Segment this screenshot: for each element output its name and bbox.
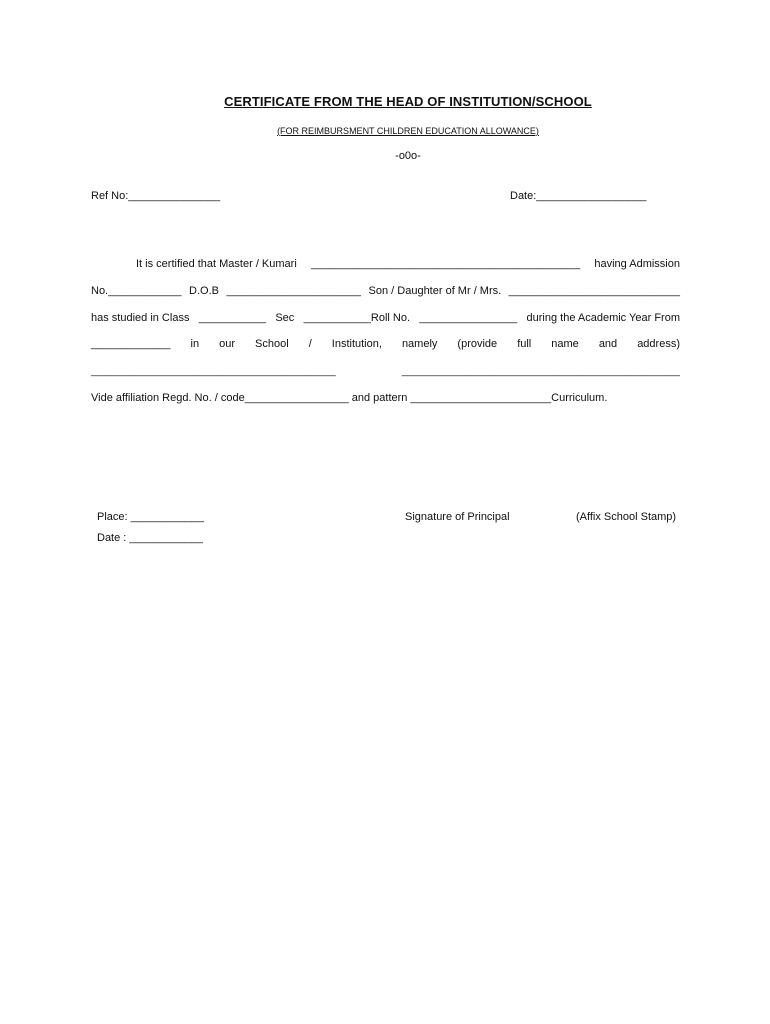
body-line-2 xyxy=(91,284,680,298)
affiliation-line: Vide affiliation Regd. No. / code_________________ and pattern _______________________Curriculum. xyxy=(91,392,608,404)
class-label: has studied in Class xyxy=(91,312,190,324)
roll-no-blank: ________________ xyxy=(419,312,518,324)
footer-date-field: Date : ____________ xyxy=(97,532,203,544)
signature-label: Signature of Principal xyxy=(405,511,510,523)
ref-no-field: Ref No:_______________ xyxy=(91,190,221,202)
document-subtitle: (FOR REIMBURSMENT CHILDREN EDUCATION ALLOWANCE) xyxy=(277,126,539,136)
line4-word: / xyxy=(308,338,312,350)
body-line-1 xyxy=(136,257,680,271)
stamp-label: (Affix School Stamp) xyxy=(576,511,677,523)
place-field: Place: ____________ xyxy=(97,511,205,523)
body-line-5 xyxy=(91,365,680,379)
class-blank: ___________ xyxy=(198,312,267,324)
line4-word: our xyxy=(219,338,236,350)
certified-text: It is certified that Master / Kumari xyxy=(136,258,297,270)
line4-word: and xyxy=(598,338,618,350)
academic-year-label: during the Academic Year From xyxy=(526,312,680,324)
line4-word: (provide xyxy=(457,338,498,350)
line4-word: Institution, xyxy=(331,338,382,350)
line4-word: School xyxy=(255,338,289,350)
parent-label: Son / Daughter of Mr / Mrs. xyxy=(368,285,502,297)
dob-blank: ______________________ xyxy=(226,285,362,297)
admission-no-blank: No.____________ xyxy=(91,285,182,297)
parent-blank: ____________________________ xyxy=(508,285,680,297)
roll-no-label: ___________Roll No. xyxy=(303,312,411,324)
name-blank: ____________________________________________ xyxy=(310,258,581,270)
dob-label: D.O.B xyxy=(189,285,219,297)
document-title: CERTIFICATE FROM THE HEAD OF INSTITUTION/SCHOOL xyxy=(224,94,592,109)
line4-word: in xyxy=(190,338,200,350)
line4-word: full xyxy=(517,338,532,350)
body-line-3 xyxy=(91,311,680,325)
date-field: Date:__________________ xyxy=(510,190,647,202)
admission-text: having Admission xyxy=(594,258,680,270)
line4-word: name xyxy=(551,338,579,350)
line4-word: _____________ xyxy=(91,338,171,350)
address-blank-2: __________________________________________________ xyxy=(401,366,680,377)
address-blank-1: ____________________________________________ xyxy=(91,366,336,377)
separator-mark: -o0o- xyxy=(395,150,421,162)
line4-word: address) xyxy=(637,338,680,350)
line4-word: namely xyxy=(401,338,438,350)
body-line-4 xyxy=(91,337,680,351)
sec-label: Sec xyxy=(275,312,295,324)
